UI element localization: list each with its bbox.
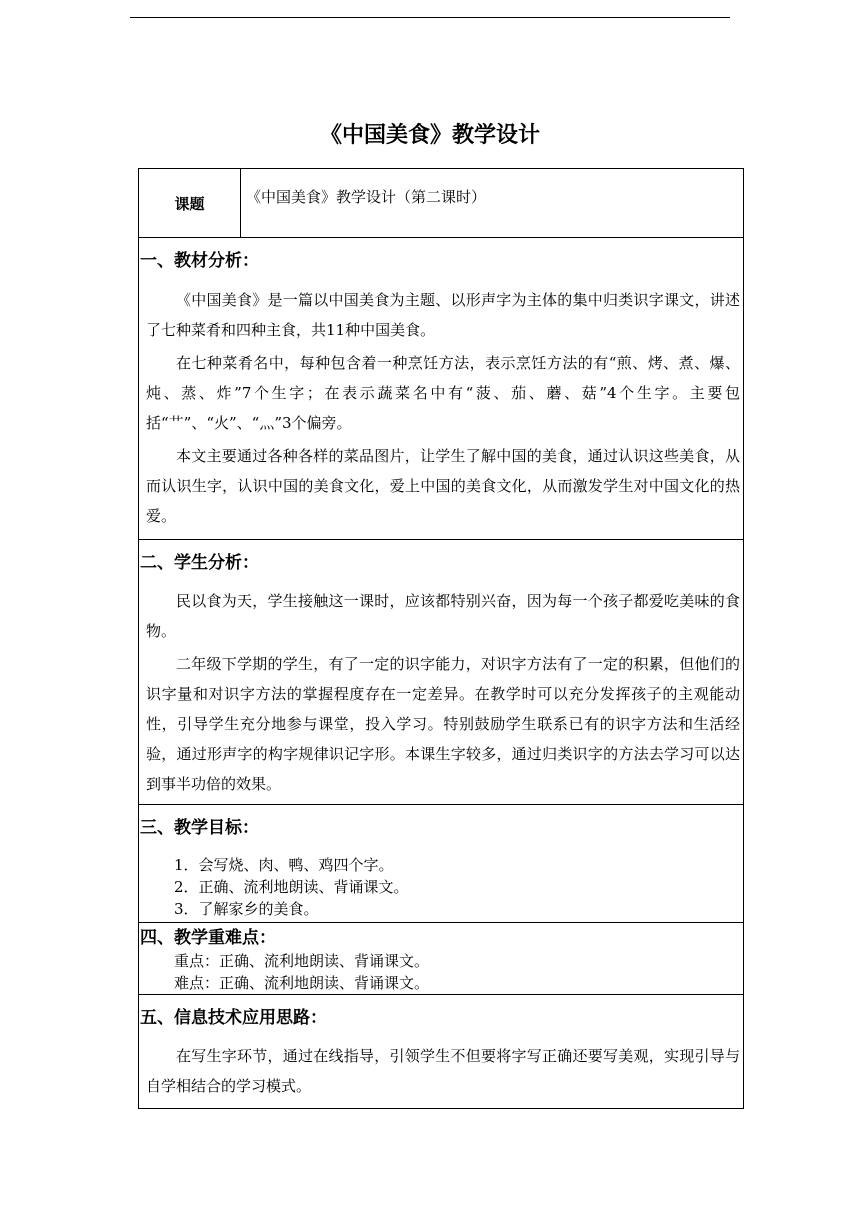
row-divider-topic bbox=[138, 237, 744, 238]
keypoint-item: 重点：正确、流利地朗读、背诵课文。 bbox=[174, 952, 430, 970]
tech-paragraph: 在写生字环节，通过在线指导，引领学生不但要将字写正确还要写美观，实现引导与自学相结合的学习模式。 bbox=[146, 1047, 740, 1095]
material-heading: 一、教材分析： bbox=[140, 251, 259, 271]
material-paragraph: 本文主要通过各种各样的菜品图片，让学生了解中国的美食，通过认识这些美食，从而认识生字，认识中国的美食文化，爱上中国的美食文化，从而激发学生对中国文化的热爱。 bbox=[146, 447, 740, 525]
tech-heading: 五、信息技术应用思路： bbox=[140, 1008, 327, 1028]
topic-label: 课题 bbox=[174, 194, 205, 213]
goals-heading: 三、教学目标： bbox=[140, 818, 259, 838]
material-paragraph: 《中国美食》是一篇以中国美食为主题、以形声字为主体的集中归类识字课文，讲述了七种菜肴和四种主食，共11种中国美食。 bbox=[146, 291, 740, 339]
row-divider-goals bbox=[138, 922, 744, 923]
keypoints-heading: 四、教学重难点： bbox=[140, 928, 276, 948]
goal-item: 1．会写烧、肉、鸭、鸡四个字。 bbox=[174, 856, 394, 874]
keypoints-list bbox=[174, 950, 429, 994]
topic-value: 《中国美食》教学设计（第二课时） bbox=[246, 188, 487, 206]
students-paragraph: 民以食为天，学生接触这一课时，应该都特别兴奋，因为每一个孩子都爱吃美味的食物。 bbox=[146, 592, 740, 640]
material-paragraph: 在七种菜肴名中，每种包含着一种烹饪方法，表示烹饪方法的有“煎、烤、煮、爆、炖、蒸、炸”7个生字；在表示蔬菜名中有“菠、茄、蘑、菇”4个生字。主要包括“艹”、“火”、“灬”3个偏旁。 bbox=[146, 354, 740, 432]
goal-item: 2．正确、流利地朗读、背诵课文。 bbox=[174, 878, 409, 896]
row-divider-material bbox=[138, 539, 744, 540]
keypoint-item: 难点：正确、流利地朗读、背诵课文。 bbox=[174, 974, 430, 992]
students-heading: 二、学生分析： bbox=[140, 553, 259, 573]
students-paragraph: 二年级下学期的学生，有了一定的识字能力，对识字方法有了一定的积累，但他们的识字量和对识字方法的掌握程度存在一定差异。在教学时可以充分发挥孩子的主观能动性，引导学生充分地参与课堂，投入学习。特别鼓励学生联系已有的识字方法和生活经验，通过形声字的构字规律识记字形。本课生字较多，通过归类识字的方法去学习可以达到事半功倍的效果。 bbox=[146, 655, 740, 793]
goal-item: 3．了解家乡的美食。 bbox=[174, 900, 319, 918]
header-rule bbox=[130, 17, 730, 18]
goals-list bbox=[174, 854, 409, 920]
topic-column-divider bbox=[240, 168, 241, 238]
row-divider-keypoints bbox=[138, 994, 744, 995]
row-divider-students bbox=[138, 804, 744, 805]
document-title: 《中国美食》教学设计 bbox=[319, 123, 540, 148]
